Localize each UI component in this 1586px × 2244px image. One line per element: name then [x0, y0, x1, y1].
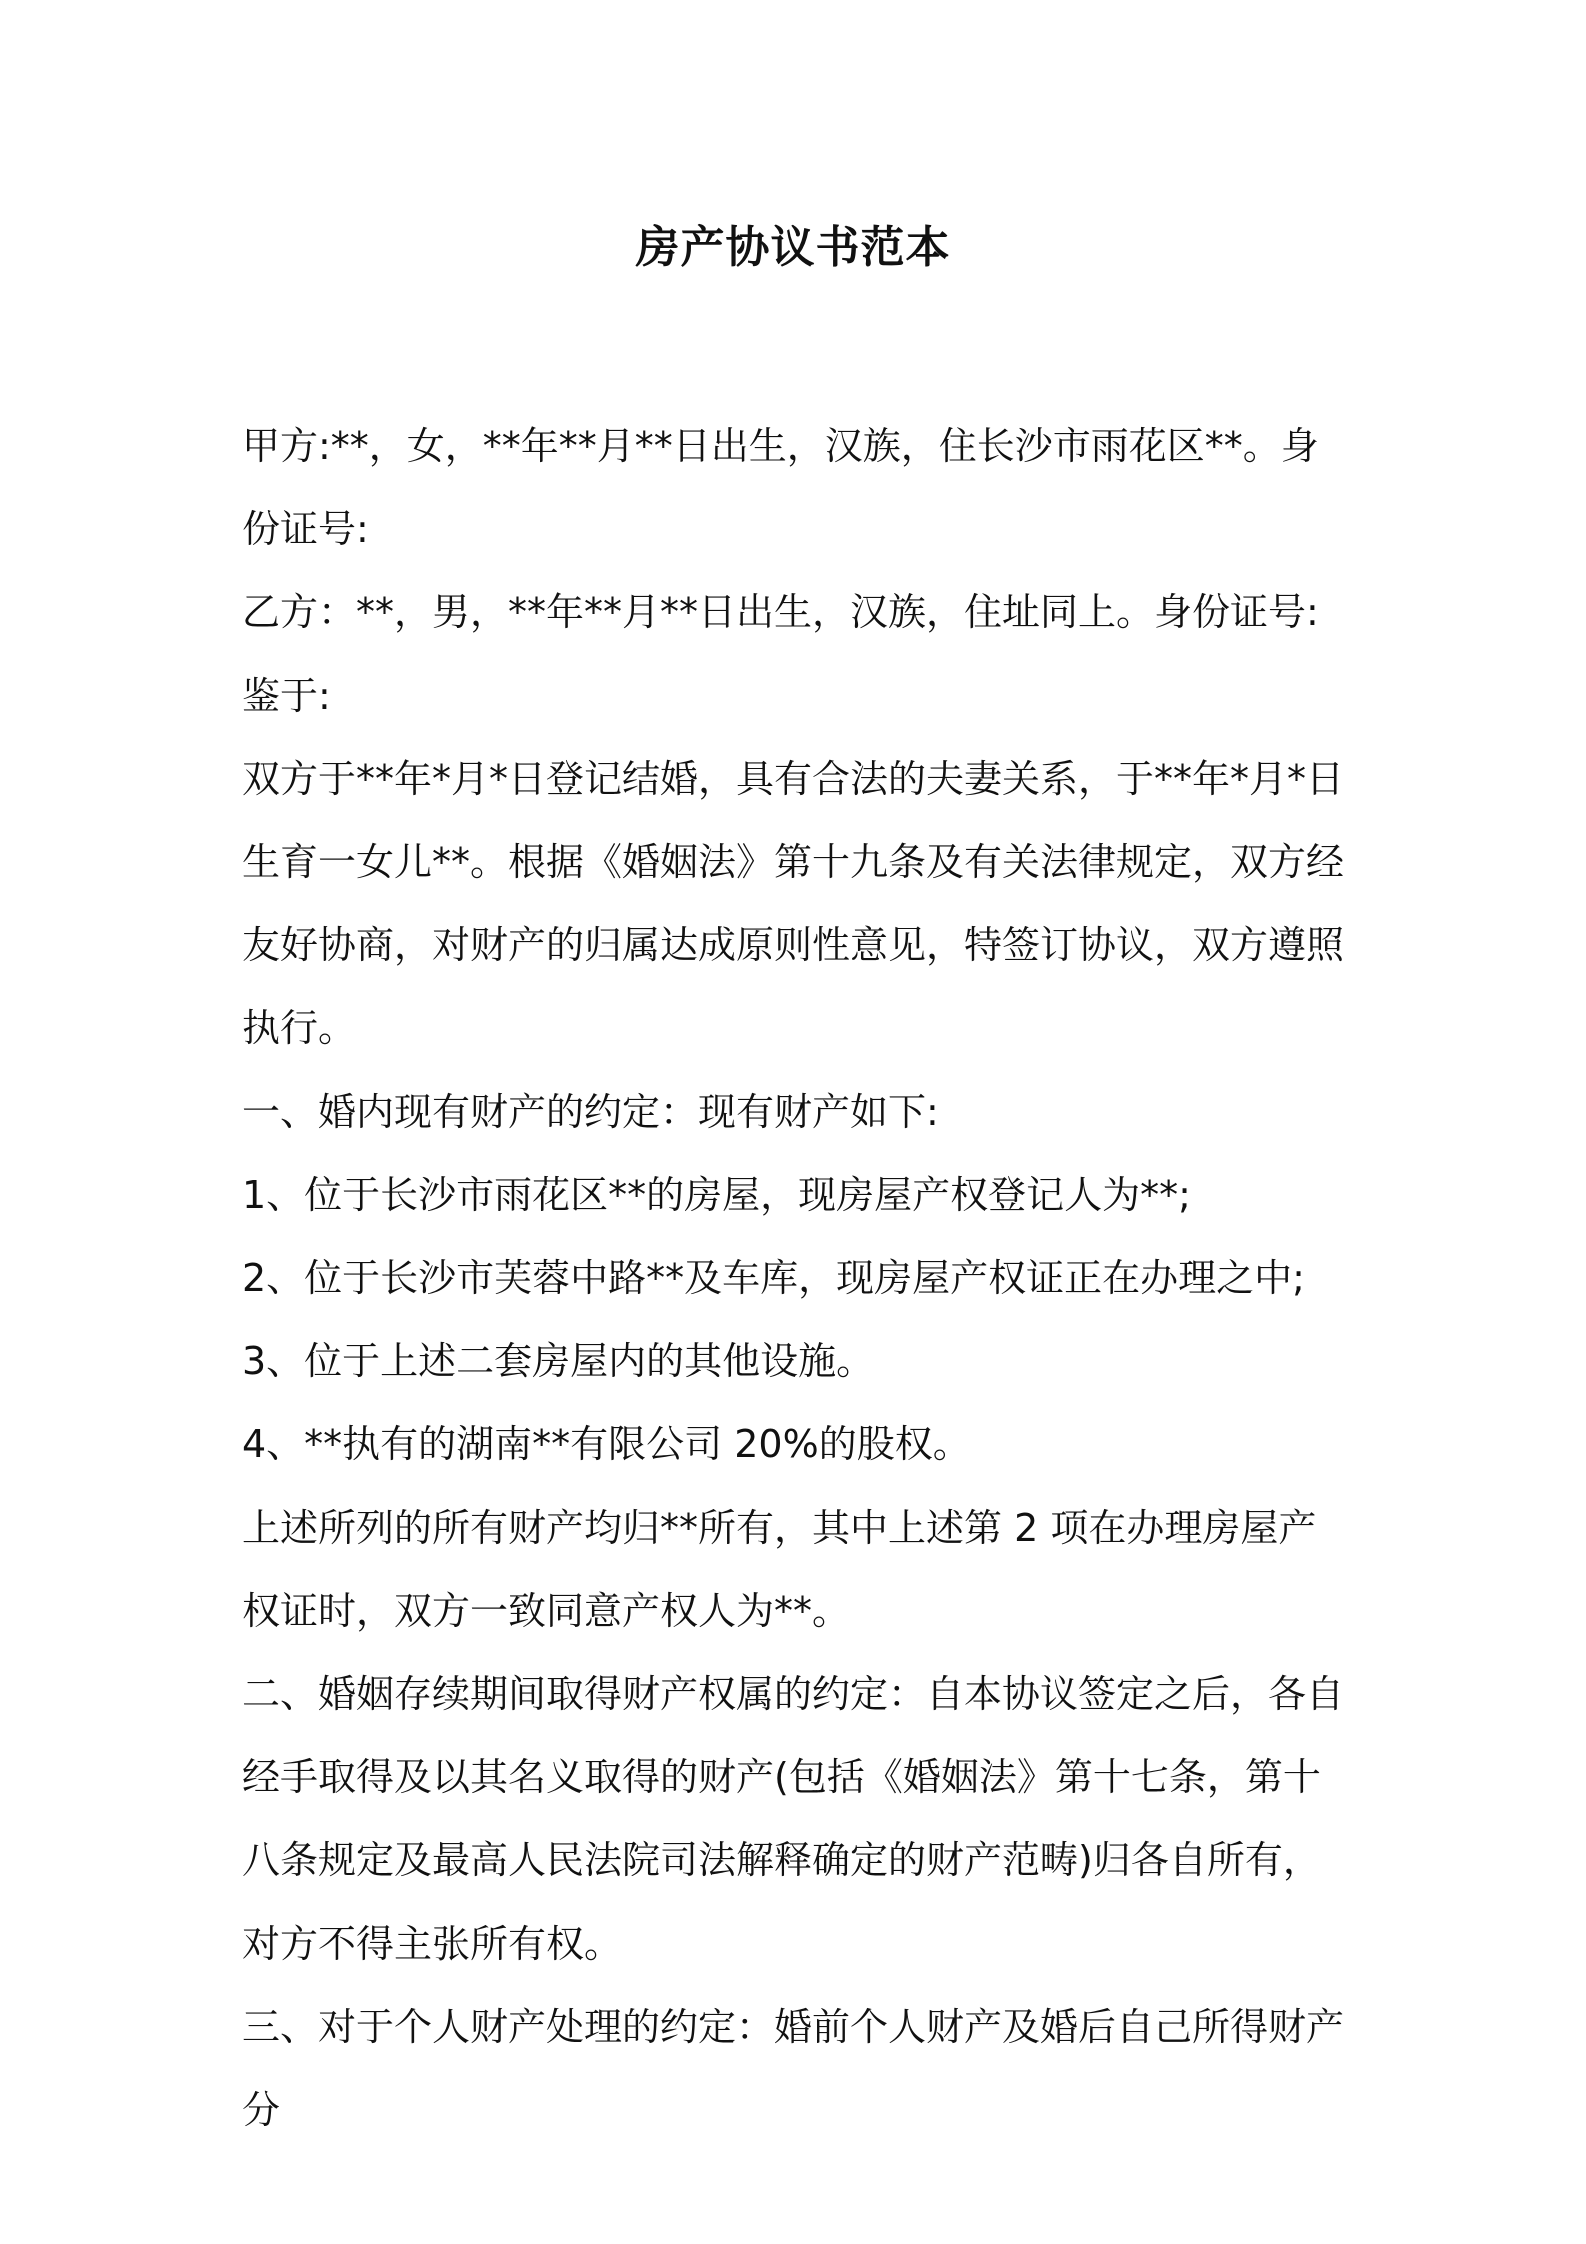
- paragraph-whereas: 鉴于:: [242, 673, 331, 718]
- paragraph-item-2: 2、位于长沙市芙蓉中路**及车库，现房屋产权证正在办理之中;: [242, 1256, 1305, 1301]
- paragraph-party-a: 甲方:**，女，**年**月**日出生，汉族，住长沙市雨花区**。身份证号:: [242, 424, 1319, 552]
- paragraph-background: 双方于**年*月*日登记结婚，具有合法的夫妻关系，于**年*月*日生育一女儿**。根据《婚姻法》第十九条及有关法律规定，双方经友好协商，对财产的归属达成原则性意见，特签订协议，双方遵照执行。: [242, 756, 1345, 1051]
- paragraph-section-2: 二、婚姻存续期间取得财产权属的约定：自本协议签定之后，各自经手取得及以其名义取得的财产(包括《婚姻法》第十七条，第十八条规定及最高人民法院司法解释确定的财产范畴)归各自所有，对方不得主张所有权。: [242, 1672, 1345, 1966]
- document-title: 房产协议书范本: [635, 222, 951, 273]
- paragraph-party-b: 乙方：**，男，**年**月**日出生，汉族，住址同上。身份证号:: [242, 590, 1319, 635]
- paragraph-ownership-summary: 上述所列的所有财产均归**所有，其中上述第 2 项在办理房屋产权证时，双方一致同意产权人为**。: [242, 1505, 1317, 1633]
- paragraph-item-4: 4、**执有的湖南**有限公司 20%的股权。: [242, 1422, 971, 1467]
- paragraph-section-1-heading: 一、婚内现有财产的约定：现有财产如下:: [242, 1089, 939, 1134]
- paragraph-section-3: 三、对于个人财产处理的约定：婚前个人财产及婚后自己所得财产分: [242, 2004, 1345, 2133]
- paragraph-item-3: 3、位于上述二套房屋内的其他设施。: [242, 1339, 875, 1384]
- document-body: [242, 405, 1352, 2152]
- paragraph-item-1: 1、位于长沙市雨花区**的房屋，现房屋产权登记人为**;: [242, 1172, 1191, 1217]
